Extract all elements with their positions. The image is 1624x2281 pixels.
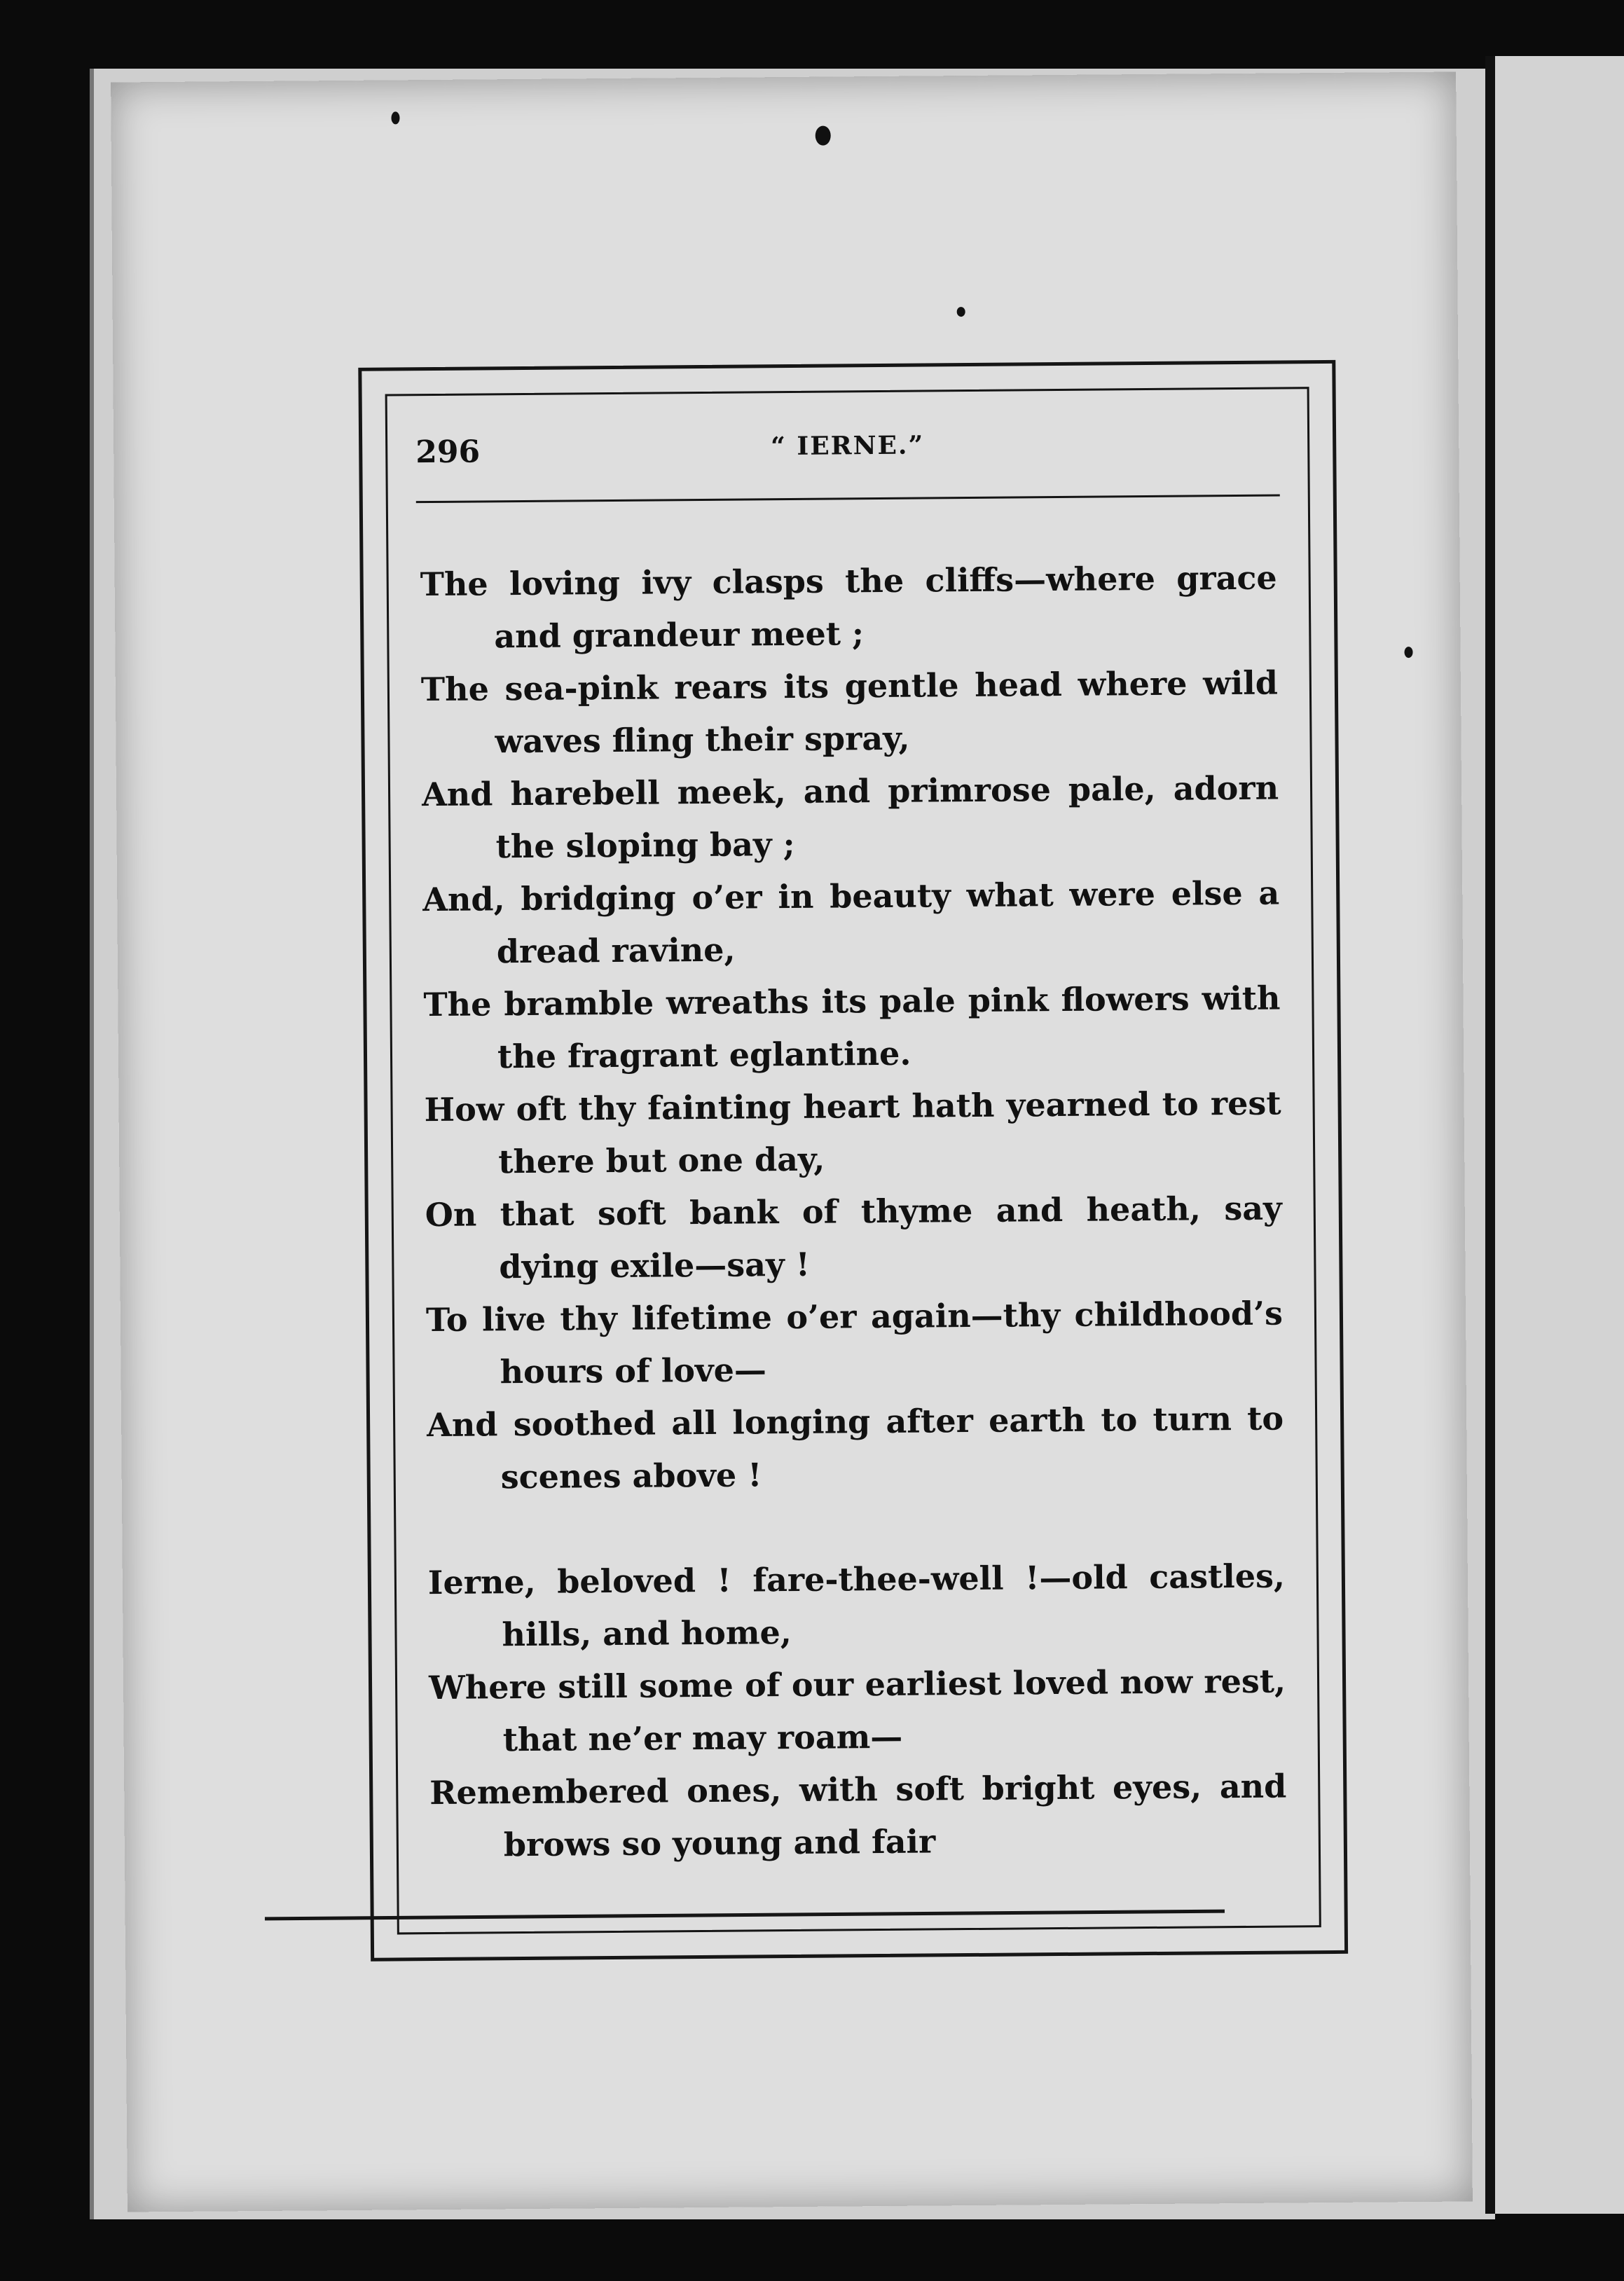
- poem-line: The sea-pink rears its gentle head where wild waves fling their spray,: [420, 663, 1279, 761]
- running-title: “ IERNE.”: [771, 430, 925, 462]
- poem-line: Where still some of our earliest loved now rest, that ne’er may roam—: [428, 1662, 1286, 1759]
- ink-speck: [816, 126, 831, 146]
- stanza: [428, 1550, 1287, 1872]
- book-page: [111, 72, 1473, 2212]
- poem-line: How oft thy fainting heart hath yearned to rest there but one day,: [424, 1084, 1281, 1181]
- page-border: [358, 360, 1348, 1962]
- inner-page-border: [385, 387, 1321, 1934]
- poem-line: On that soft bank of thyme and heath, say dying exile—say !: [425, 1189, 1282, 1286]
- page-header: [415, 428, 1280, 484]
- poem-line: The bramble wreaths its pale pink flowers with the fragrant eglantine.: [423, 979, 1281, 1076]
- ink-speck: [391, 111, 399, 124]
- ink-speck: [957, 307, 965, 317]
- poem-line: To live thy lifetime o’er again—thy childhood’s hours of love—: [425, 1294, 1284, 1391]
- poem-line: The loving ivy clasps the cliffs—where grace and grandeur meet ;: [420, 558, 1277, 656]
- poem-line: Ierne, beloved ! fare-thee-well !—old castles, hills, and home,: [427, 1557, 1286, 1654]
- page-number: 296: [415, 434, 481, 471]
- header-rule: [416, 494, 1280, 503]
- poem-line: And soothed all longing after earth to turn to scenes above !: [426, 1399, 1284, 1496]
- poem-line: And, bridging o’er in beauty what were else a dread ravine,: [422, 874, 1280, 971]
- ink-speck: [1404, 647, 1412, 658]
- poem-line: Remembered ones, with soft bright eyes, and brows so young and fair: [429, 1767, 1287, 1864]
- poem-text: [420, 552, 1287, 1873]
- adjacent-page-edge: [1485, 56, 1624, 2214]
- stanza: [420, 552, 1284, 1505]
- poem-line: And harebell meek, and primrose pale, adorn the sloping bay ;: [421, 769, 1279, 866]
